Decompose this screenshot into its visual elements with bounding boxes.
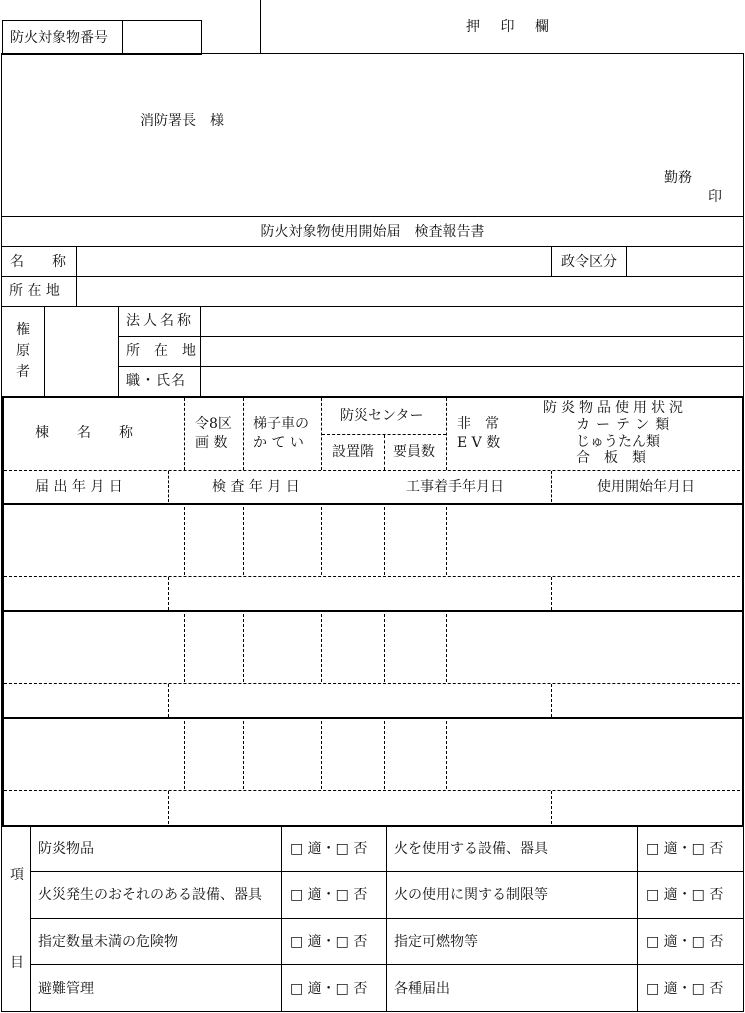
col-staff: 要員数 <box>393 444 435 460</box>
check-item-left-3: 指定数量未満の危険物 <box>38 934 178 950</box>
check-option-right-4[interactable]: □ 適・□ 否 <box>646 981 724 997</box>
col-ord8-line2: 画 数 <box>195 435 228 451</box>
check-item-left-2: 火災発生のおそれのある設備、器具 <box>38 887 262 903</box>
col-inspect-date: 検 査 年 月 日 <box>212 479 300 495</box>
owner-label-1: 権 <box>16 322 30 338</box>
col-ladder-line2: か て い <box>253 435 304 451</box>
owner-position-label: 職・氏名 <box>126 373 186 389</box>
seal-mark: 印 <box>708 189 722 205</box>
check-item-left-1: 防炎物品 <box>38 841 94 857</box>
check-item-right-2: 火の使用に関する制限等 <box>394 887 548 903</box>
check-option-left-4[interactable]: □ 適・□ 否 <box>290 981 368 997</box>
owner-address-field[interactable] <box>202 337 742 366</box>
location-label: 所 在 地 <box>9 283 60 299</box>
ordinance-label: 政令区分 <box>561 254 617 270</box>
owner-position-field[interactable] <box>202 367 742 396</box>
col-construct-date: 工事着手年月日 <box>406 479 504 495</box>
col-flameproof-line1: 防炎物品使用状況 <box>543 400 687 416</box>
building-row-1[interactable] <box>4 505 740 610</box>
form-title: 防火対象物使用開始届 検査報告書 <box>260 224 485 240</box>
col-ladder-line1: 梯子車の <box>253 416 309 432</box>
check-option-left-1[interactable]: □ 適・□ 否 <box>290 841 368 857</box>
check-item-left-4: 避難管理 <box>38 981 94 997</box>
col-flameproof-line4: 合 板 類 <box>576 450 646 466</box>
owner-label-2: 原 <box>16 343 30 359</box>
official-title: 勤務 <box>664 170 692 186</box>
owner-address-label: 所 在 地 <box>126 343 196 359</box>
col-floor: 設置階 <box>332 444 374 460</box>
check-item-right-3: 指定可燃物等 <box>394 934 478 950</box>
corp-name-label: 法人名称 <box>126 313 194 329</box>
check-option-right-3[interactable]: □ 適・□ 否 <box>646 934 724 950</box>
col-building-name: 棟 名 称 <box>35 425 133 441</box>
check-option-left-2[interactable]: □ 適・□ 否 <box>290 887 368 903</box>
location-field[interactable] <box>78 277 742 306</box>
check-option-right-2[interactable]: □ 適・□ 否 <box>646 887 724 903</box>
check-option-right-1[interactable]: □ 適・□ 否 <box>646 841 724 857</box>
owner-label-3: 者 <box>16 364 30 380</box>
building-row-2[interactable] <box>4 612 740 717</box>
object-number-field[interactable] <box>124 21 200 53</box>
check-option-left-3[interactable]: □ 適・□ 否 <box>290 934 368 950</box>
check-item-right-1: 火を使用する設備、器具 <box>394 841 548 857</box>
corp-name-field[interactable] <box>202 307 742 336</box>
check-item-right-4: 各種届出 <box>394 981 450 997</box>
col-submit-date: 届 出 年 月 日 <box>35 479 123 495</box>
col-flameproof-line3: じゅうたん類 <box>576 434 660 450</box>
col-ev-line1: 非 常 <box>457 416 499 432</box>
col-flameproof-line2: カーテン類 <box>576 417 676 433</box>
object-number-label: 防火対象物番号 <box>10 30 108 46</box>
seal-column-label: 押 印 欄 <box>466 19 557 35</box>
col-ev-line2: E V 数 <box>457 435 501 451</box>
name-field[interactable] <box>78 247 550 276</box>
items-label-bottom: 目 <box>10 955 24 971</box>
col-ord8-line1: 令8区 <box>195 416 232 432</box>
col-disaster-center: 防災センター <box>340 408 424 424</box>
name-label: 名 称 <box>10 254 66 270</box>
divider <box>122 20 123 54</box>
items-label-top: 項 <box>10 867 24 883</box>
fire-chief-label: 消防署長 様 <box>140 113 224 129</box>
building-row-3[interactable] <box>4 719 740 823</box>
col-use-date: 使用開始年月日 <box>597 479 695 495</box>
ordinance-field[interactable] <box>628 247 742 276</box>
